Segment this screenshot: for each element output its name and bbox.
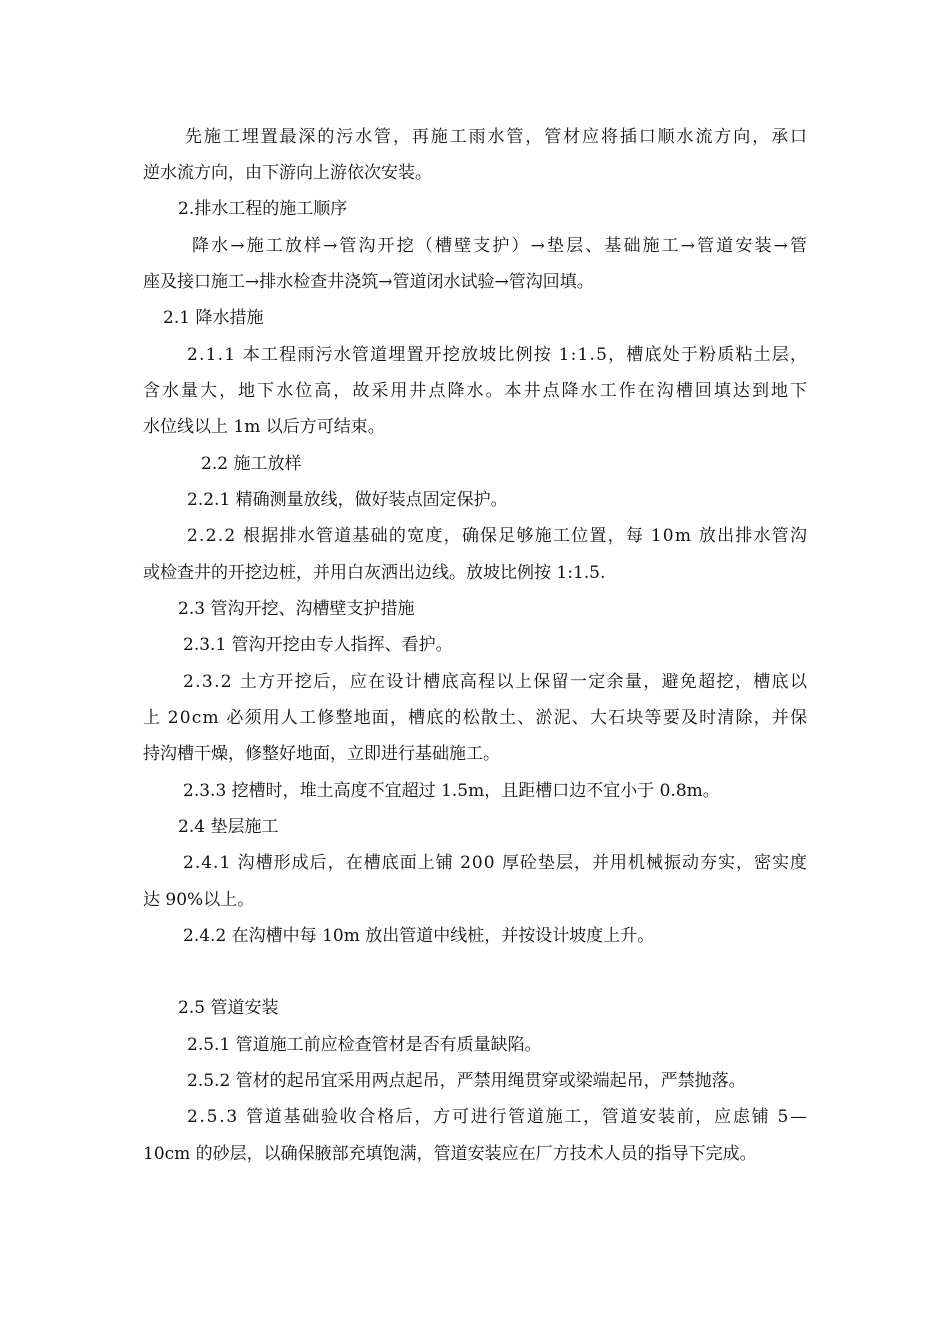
paragraph-line: 2.3.2 土方开挖后，应在设计槽底高程以上保留一定余量，避免超挖，槽底以 [183,672,809,692]
section-heading: 2.3 管沟开挖、沟槽壁支护措施 [178,599,415,619]
paragraph-line: 或检查井的开挖边桩，并用白灰洒出边线。放坡比例按 1:1.5. [143,563,606,583]
paragraph-line: 座及接口施工→排水检查井浇筑→管道闭水试验→管沟回填。 [143,272,594,292]
paragraph-line: 2.5.3 管道基础验收合格后，方可进行管道施工，管道安装前，应虑铺 5— [187,1107,809,1127]
paragraph-line: 上 20cm 必须用人工修整地面，槽底的松散土、淤泥、大石块等要及时清除，并保 [143,708,809,728]
paragraph-line: 达 90%以上。 [143,890,255,910]
paragraph-line: 2.1.1 本工程雨污水管道埋置开挖放坡比例按 1:1.5，槽底处于粉质粘土层， [187,345,809,365]
paragraph-line: 10cm 的砂层，以确保腋部充填饱满，管道安装应在厂方技术人员的指导下完成。 [143,1144,757,1164]
section-heading: 2.排水工程的施工顺序 [178,199,348,219]
paragraph-line: 逆水流方向，由下游向上游依次安装。 [143,163,432,183]
section-heading: 2.4 垫层施工 [178,817,279,837]
paragraph-line: 含水量大，地下水位高，故采用井点降水。本井点降水工作在沟槽回填达到地下 [143,381,810,401]
paragraph-line: 2.2.1 精确测量放线，做好装点固定保护。 [187,490,508,510]
paragraph-line: 水位线以上 1m 以后方可结束。 [143,417,385,437]
paragraph-line: 2.5.2 管材的起吊宜采用两点起吊，严禁用绳贯穿或梁端起吊，严禁抛落。 [187,1071,746,1091]
paragraph-line: 持沟槽干燥，修整好地面，立即进行基础施工。 [143,744,500,764]
section-heading: 2.1 降水措施 [163,308,264,328]
section-heading: 2.5 管道安装 [178,998,279,1018]
paragraph-line: 降水→施工放样→管沟开挖（槽壁支护）→垫层、基础施工→管道安装→管 [192,236,810,256]
section-heading: 2.2 施工放样 [201,454,302,474]
paragraph-line: 2.5.1 管道施工前应检查管材是否有质量缺陷。 [187,1035,542,1055]
paragraph-line: 2.4.1 沟槽形成后，在槽底面上铺 200 厚砼垫层，并用机械振动夯实，密实度 [183,853,808,873]
paragraph-line: 2.3.1 管沟开挖由专人指挥、看护。 [183,635,453,655]
paragraph-line: 2.3.3 挖槽时，堆土高度不宜超过 1.5m，且距槽口边不宜小于 0.8m。 [183,781,720,801]
paragraph-line: 2.2.2 根据排水管道基础的宽度，确保足够施工位置，每 10m 放出排水管沟 [187,526,809,546]
paragraph-line: 2.4.2 在沟槽中每 10m 放出管道中线桩，并按设计坡度上升。 [183,926,655,946]
paragraph-line: 先施工埋置最深的污水管，再施工雨水管，管材应将插口顺水流方向，承口 [185,127,809,147]
